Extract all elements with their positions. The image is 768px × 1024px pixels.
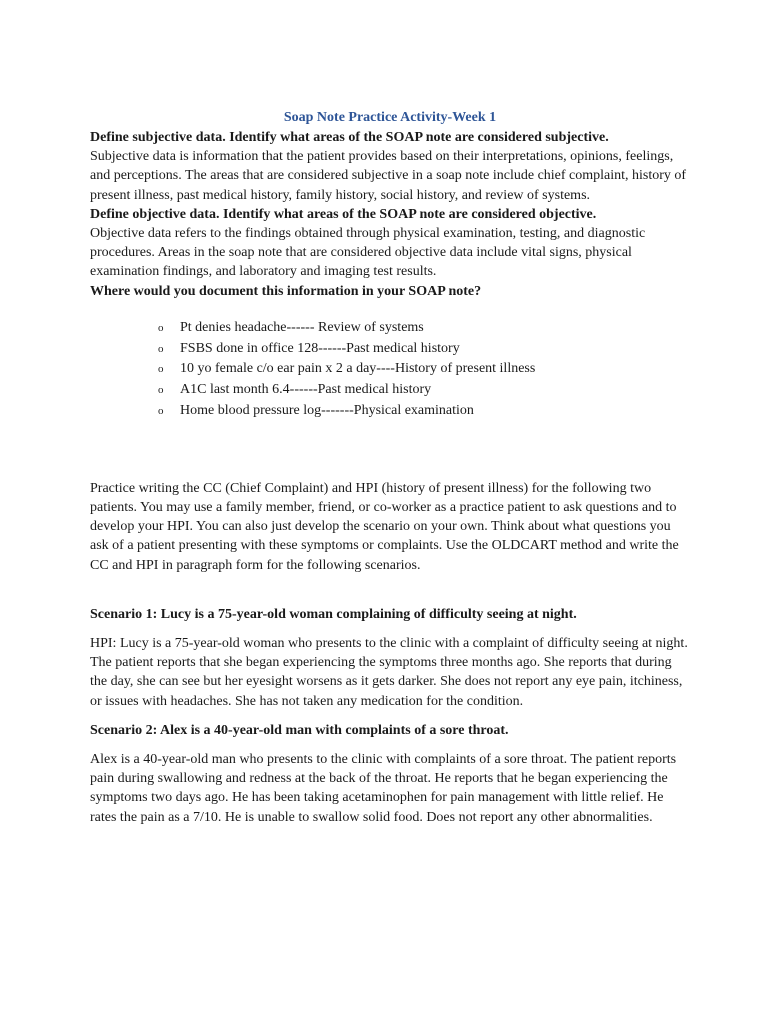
question-subjective-answer: Subjective data is information that the patient provides based on their interpretations, opinions, feelings, and perceptions. The areas that are considered subjective in a soap note include chief complaint, history of present illness, past medical history, family history, social history, and review of systems. [90,149,687,203]
list-item [158,359,690,380]
scenario-2-heading: Scenario 2: Alex is a 40-year-old man with complaints of a sore throat. [90,722,509,738]
practice-instructions: Practice writing the CC (Chief Complaint) and HPI (history of present illness) for the following two patients. You may use a family member, friend, or co-worker as a practice patient to ask questions and to develop your HPI. You can also just develop the scenario on your own. Think about what questions you ask of a patient presenting with these symptoms or complaints. Use the OLDCART method and write the CC and HPI in paragraph form for the following scenarios. [90,480,679,573]
bullet-icon: o [158,342,164,355]
bullet-icon: o [158,384,164,397]
list-item [158,401,690,422]
scenario-1-hpi: HPI: Lucy is a 75-year-old woman who presents to the clinic with a complaint of difficulty seeing at night. The patient reports that she began experiencing the symptoms three months ago. She reports that during the day, she can see but her eyesight worsens as it gets darker. She does not report any eye pain, itchiness, or issues with headaches. She has not taken any medication for the condition. [90,636,688,709]
scenario-2-hpi: Alex is a 40-year-old man who presents to the clinic with complaints of a sore throat. The patient reports pain during swallowing and redness at the back of the throat. He reports that he began experiencing the symptoms two days ago. He has been taking acetaminophen for pain management with little relief. He rates the pain as a 7/10. He is unable to swallow solid food. Does not report any other abnormalities. [90,752,677,825]
list-item-text: A1C last month 6.4------Past medical history [180,382,432,398]
list-item [158,380,690,401]
bullet-icon: o [158,321,164,334]
list-item [158,318,690,339]
documentation-list [90,318,690,422]
question-objective-heading: Define objective data. Identify what areas of the SOAP note are considered objective. [90,206,597,222]
list-item-text: Home blood pressure log-------Physical examination [180,403,474,419]
document-page [90,108,690,827]
list-item-text: 10 yo female c/o ear pain x 2 a day----History of present illness [180,361,536,377]
scenario-1-heading: Scenario 1: Lucy is a 75-year-old woman complaining of difficulty seeing at night. [90,606,577,622]
question-documentation-heading: Where would you document this information in your SOAP note? [90,283,482,299]
bullet-icon: o [158,363,164,376]
bullet-icon: o [158,405,164,418]
question-objective-answer: Objective data refers to the findings obtained through physical examination, testing, and diagnostic procedures. Areas in the soap note that are considered objective data include vital signs, physical examination findings, and laboratory and imaging test results. [90,226,646,280]
question-subjective-heading: Define subjective data. Identify what areas of the SOAP note are considered subjective. [90,130,609,145]
document-title: Soap Note Practice Activity-Week 1 [283,110,497,125]
list-item-text: FSBS done in office 128------Past medical history [180,340,460,356]
list-item [158,339,690,360]
list-item-text: Pt denies headache------ Review of systems [180,319,424,335]
